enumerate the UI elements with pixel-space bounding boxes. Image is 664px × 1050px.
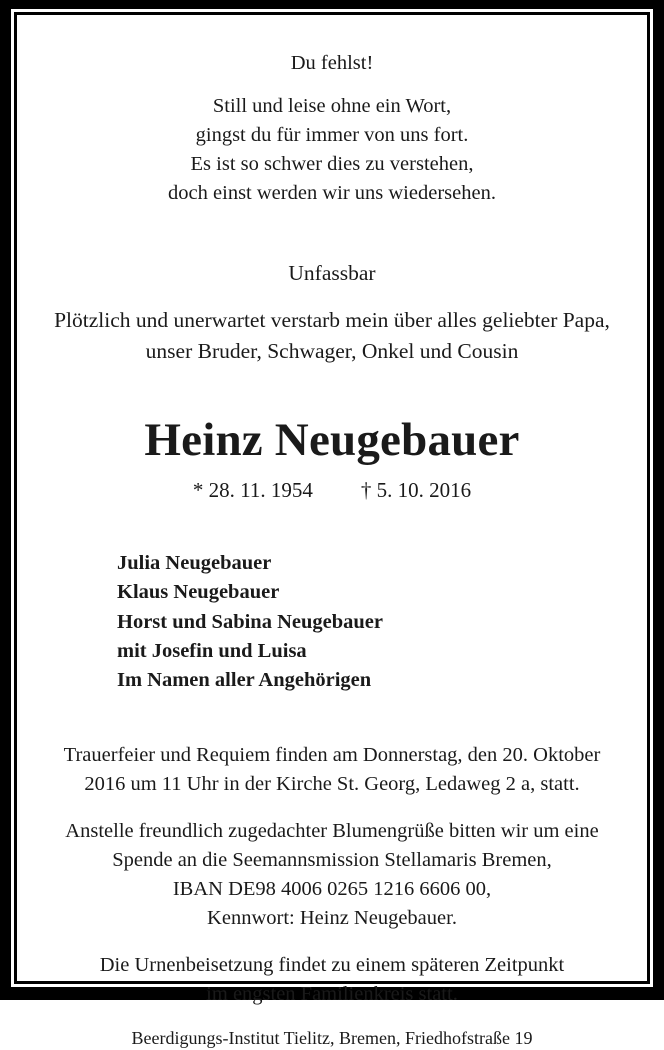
survivors-list — [41, 549, 623, 695]
survivor-line: Julia Neugebauer — [117, 552, 272, 575]
verse-line: doch einst werden wir uns wiedersehen. — [168, 181, 496, 204]
relationship-intro — [41, 305, 623, 367]
verse-line: Still und leise ohne ein Wort, — [212, 94, 452, 117]
service-line: Trauerfeier und Requiem finden am Donnerstag, den 20. Oktober — [63, 743, 601, 766]
donation-line: Anstelle freundlich zugedachter Blumengrüße bitten wir um eine — [65, 819, 599, 842]
funeral-arrangements — [41, 741, 623, 1010]
relationship-intro-line: unser Bruder, Schwager, Onkel und Cousin — [145, 339, 519, 363]
survivor-line: Klaus Neugebauer — [117, 581, 280, 604]
life-dates — [41, 478, 623, 503]
border-inner-rule — [14, 12, 650, 1049]
burial-line: im engsten Familienkreis statt. — [206, 983, 458, 1006]
survivor-line: Horst und Sabina Neugebauer — [117, 610, 383, 633]
funeral-home-credit: Beerdigungs-Institut Tielitz, Bremen, Friedhofstraße 19 — [131, 1028, 533, 1049]
donation-reference: Kennwort: Heinz Neugebauer. — [207, 907, 457, 930]
lament-heading: Unfassbar — [288, 261, 376, 286]
donation-line: Spende an die Seemannsmission Stellamaris Bremen, — [112, 848, 552, 871]
birth-date: * 28. 11. 1954 — [192, 478, 313, 503]
verse-line: gingst du für immer von uns fort. — [195, 123, 469, 146]
service-details — [41, 741, 623, 800]
survivor-line: Im Namen aller Angehörigen — [117, 668, 372, 691]
donation-iban: IBAN DE98 4006 0265 1216 6606 00, — [172, 878, 492, 901]
verse-title: Du fehlst! — [290, 52, 374, 74]
survivor-line: mit Josefin und Luisa — [117, 639, 307, 662]
donation-request — [41, 817, 623, 934]
burial-line: Die Urnenbeisetzung findet zu einem späteren Zeitpunkt — [99, 953, 565, 976]
deceased-name: Heinz Neugebauer — [144, 414, 520, 467]
death-date: † 5. 10. 2016 — [360, 478, 472, 503]
service-line: 2016 um 11 Uhr in der Kirche St. Georg, Ledaweg 2 a, statt. — [84, 773, 580, 796]
burial-details — [41, 951, 623, 1010]
obituary-content — [17, 15, 647, 1049]
verse-stanza — [41, 92, 623, 208]
verse-line: Es ist so schwer dies zu verstehen, — [190, 152, 474, 175]
border-white-gap — [11, 9, 653, 1049]
relationship-intro-line: Plötzlich und unerwartet verstarb mein über alles geliebter Papa, — [54, 307, 610, 332]
